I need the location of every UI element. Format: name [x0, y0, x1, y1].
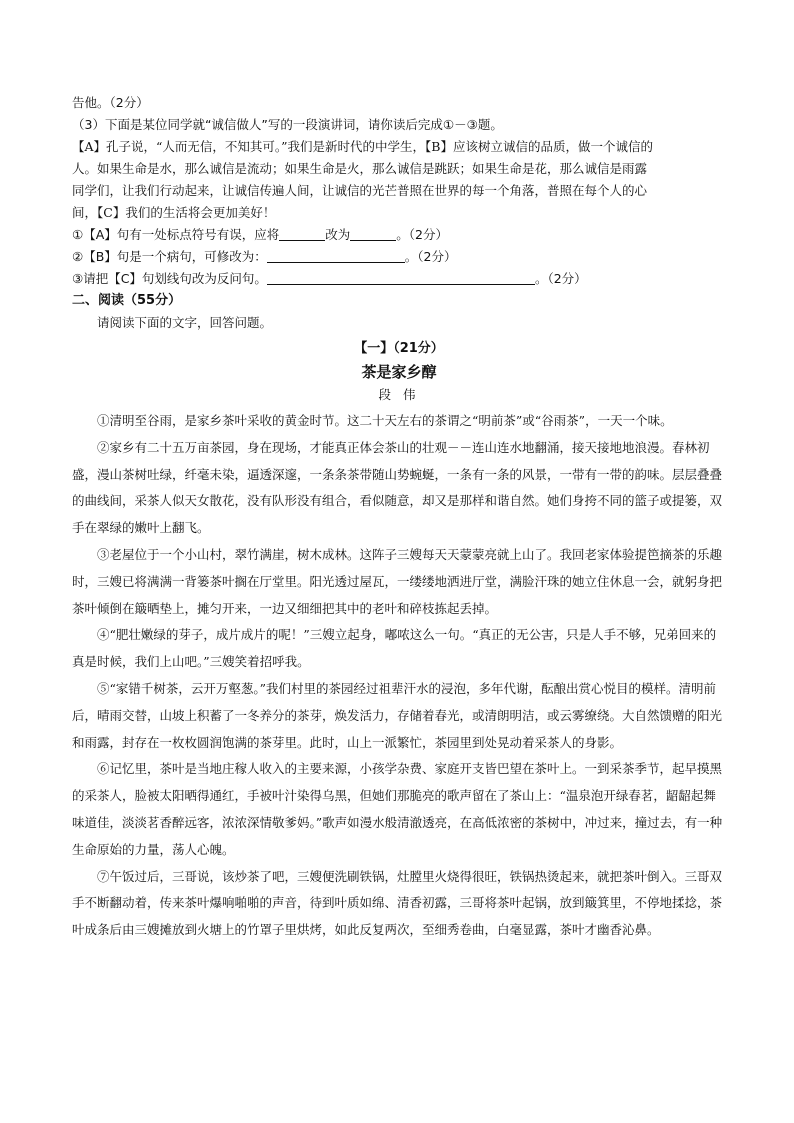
question-3-intro: （3）下面是某位同学就“诚信做人”写的一段演讲词，请你读后完成①－③题。 [72, 117, 503, 132]
reading-instruction: 请阅读下面的文字，回答问题。 [97, 315, 273, 330]
sub-question-1 [72, 224, 726, 246]
section-heading: 二、阅读（55分） [72, 293, 182, 308]
sub-question-1-score: 。（2分） [396, 227, 448, 242]
answer-blank[interactable] [279, 226, 325, 241]
part-title: 【一】（21分） [354, 341, 444, 356]
sub-question-3 [72, 268, 726, 290]
essay-paragraph: ④“肥壮嫩绿的芽子，成片成片的呢！”三嫂立起身，嘟哝这么一句。“真正的无公害，只是人手不够，兄弟回来的真是时候，我们上山吧。”三嫂笑着招呼我。 [72, 627, 717, 670]
essay-title: 茶是家乡醇 [361, 363, 437, 381]
essay-paragraph: ①清明至谷雨，是家乡茶叶采收的黄金时节。这二十天左右的茶谓之“明前茶”或“谷雨茶”，一天一个味。 [97, 413, 673, 428]
sub-question-3-score: 。（2分） [534, 271, 587, 286]
sub-question-3-text: ③请把【C】句划线句改为反问句。 [72, 271, 267, 286]
answer-blank[interactable] [350, 226, 396, 241]
sub-question-2-text: ②【B】句是一个病句，可修改为： [72, 249, 267, 264]
sub-question-2-score: 。（2分） [404, 249, 457, 264]
sub-question-1-text: ①【A】句有一处标点符号有误，应将 [72, 227, 280, 242]
sub-question-1-text-mid: 改为 [325, 227, 351, 242]
sub-question-2 [72, 246, 726, 268]
exam-page [72, 92, 726, 944]
essay-paragraph: ②家乡有二十五万亩茶园，身在现场，才能真正体会茶山的壮观－－连山连水地翻涌，接天接地地浪漫。春林初盛，漫山茶树吐绿，纤毫未染，逼透深邃，一条条茶带随山势蜿蜒，一条有一条的风景，一带有一带的韵味。层层叠叠的曲线间，采茶人似天女散花，没有队形没有组合，看似随意，却又是那样和谐自然。她们身挎不同的篮子或提篓，双手在翠绿的嫩叶上翻飞。 [72, 439, 723, 536]
question-3 [72, 114, 726, 290]
speech-line: 间，【C】我们的生活将会更加美好！ [72, 205, 276, 220]
essay-author: 段 伟 [378, 387, 420, 402]
essay-paragraph: ⑤“家错千树茶，云开万壑葱。”我们村里的茶园经过祖辈汗水的浸泡，多年代谢，酝酿出赏心悦目的模样。清明前后，晴雨交替，山坡上积蓄了一冬养分的茶芽，焕发活力，存储着春光，或清朗明洁，或云雾缭绕。大自然馈赠的阳光和雨露，封存在一枚枚圆润饱满的茶芽里。此时，山上一派繁忙，茶园里到处晃动着采茶人的身影。 [72, 680, 723, 750]
speech-line: 人。如果生命是水，那么诚信是流动；如果生命是火，那么诚信是跳跃；如果生命是花，那么诚信是雨露 [72, 161, 648, 176]
answer-blank[interactable] [267, 248, 405, 263]
speech-line: 同学们，让我们行动起来，让诚信传遍人间，让诚信的光芒普照在世界的每一个角落，普照在每个人的心 [72, 183, 648, 198]
essay-paragraph: ⑥记忆里，茶叶是当地庄稼人收入的主要来源，小孩学杂费、家庭开支皆巴望在茶叶上。一到采茶季节，起早摸黑的采茶人，脸被太阳晒得通红，手被叶汁染得乌黑，但她们那脆亮的歌声留在了茶山上：“温泉泡开绿春茗，龆龆起舞味道佳，淡淡茗香醉远客，浓浓深情敬爹妈。”歌声如漫水般清澈透亮，在高低浓密的茶树中，冲过来，撞过去，有一种生命原始的力量，荡人心魄。 [72, 761, 723, 857]
essay-paragraph: ⑦午饭过后，三哥说，该炒茶了吧，三嫂便洗刷铁锅，灶膛里火烧得很旺，铁锅热烫起来，就把茶叶倒入。三哥双手不断翻动着，传来茶叶爆响啪啪的声音，待到叶质如绵、清香初露，三哥将茶叶起锅，放到簸箕里，不停地揉捻，茶叶成条后由三嫂摊放到火塘上的竹罩子里烘烤，如此反复两次，至细秀卷曲，白毫显露，茶叶才幽香沁鼻。 [72, 868, 723, 938]
continued-question-end: 告他。（2分） [72, 95, 149, 110]
speech-line: 【A】孔子说，“人而无信，不知其可。”我们是新时代的中学生，【B】应该树立诚信的品质，做一个诚信的 [72, 139, 653, 154]
answer-blank[interactable] [267, 270, 535, 285]
essay-paragraph: ③老屋位于一个小山村，翠竹满崖，树木成林。这阵子三嫂每天天蒙蒙亮就上山了。我回老家体验提笆摘茶的乐趣时，三嫂已将满满一背篓茶叶搁在厅堂里。阳光透过屋瓦，一缕缕地洒进厅堂，满脸汗珠的她立住休息一会，就躬身把茶叶倾倒在簸晒垫上，摊匀开来，一边又细细把其中的老叶和碎枝拣起丢掉。 [72, 546, 723, 616]
